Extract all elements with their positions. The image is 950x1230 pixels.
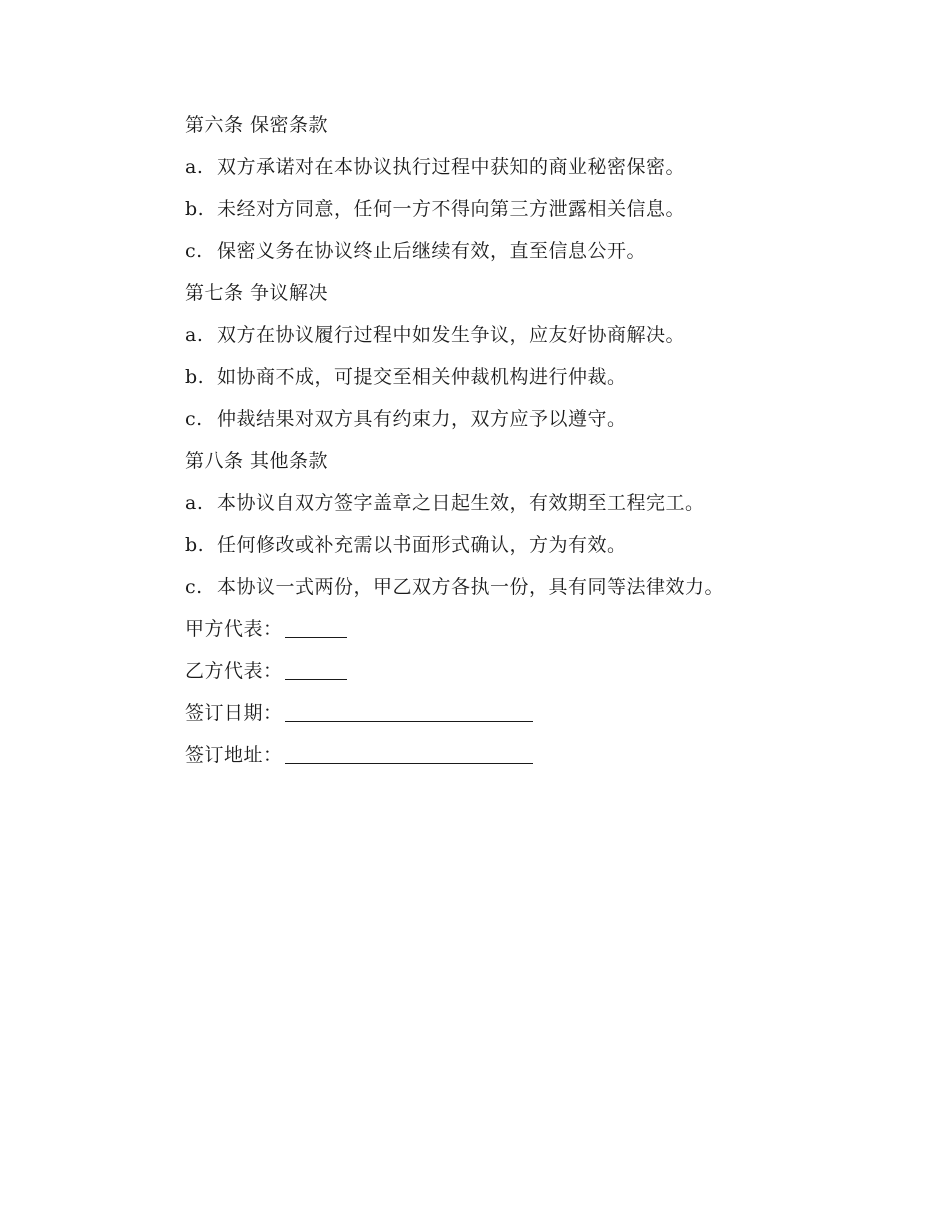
clause-marker: a. [185, 492, 204, 514]
party-b-label: 乙方代表： [185, 660, 283, 682]
section-heading: 第七条 争议解决 [185, 282, 329, 304]
section-heading: 第六条 保密条款 [185, 114, 329, 136]
document-page [185, 104, 885, 776]
clause-marker: c. [185, 240, 203, 262]
section-heading: 第八条 其他条款 [185, 450, 329, 472]
clause-marker: b. [185, 366, 205, 388]
clause-item [185, 524, 885, 566]
clause-marker: b. [185, 198, 205, 220]
clause-item [185, 356, 885, 398]
clause-text: 本协议一式两份，甲乙双方各执一份，具有同等法律效力。 [217, 576, 725, 598]
clause-marker: c. [185, 576, 203, 598]
clause-text: 双方承诺对在本协议执行过程中获知的商业秘密保密。 [217, 156, 686, 178]
clause-text: 如协商不成，可提交至相关仲裁机构进行仲裁。 [217, 366, 627, 388]
signing-date-row [185, 692, 885, 734]
party-b-signature-blank[interactable] [285, 659, 347, 680]
clause-item [185, 146, 885, 188]
clause-item [185, 566, 885, 608]
clause-text: 任何修改或补充需以书面形式确认，方为有效。 [217, 534, 627, 556]
signing-address-blank[interactable] [285, 743, 533, 764]
clause-item [185, 230, 885, 272]
party-a-signature-blank[interactable] [285, 617, 347, 638]
party-a-signature-row [185, 608, 885, 650]
clause-marker: b. [185, 534, 205, 556]
party-b-signature-row [185, 650, 885, 692]
signing-address-label: 签订地址： [185, 744, 283, 766]
clause-text: 保密义务在协议终止后继续有效，直至信息公开。 [217, 240, 647, 262]
clause-text: 双方在协议履行过程中如发生争议，应友好协商解决。 [217, 324, 686, 346]
signing-address-row [185, 734, 885, 776]
signing-date-blank[interactable] [285, 701, 533, 722]
clause-item [185, 482, 885, 524]
clause-item [185, 188, 885, 230]
signing-date-label: 签订日期： [185, 702, 283, 724]
clause-text: 仲裁结果对双方具有约束力，双方应予以遵守。 [217, 408, 627, 430]
clause-text: 未经对方同意，任何一方不得向第三方泄露相关信息。 [217, 198, 686, 220]
clause-text: 本协议自双方签字盖章之日起生效，有效期至工程完工。 [217, 492, 705, 514]
party-a-label: 甲方代表： [185, 618, 283, 640]
clause-marker: c. [185, 408, 203, 430]
clause-marker: a. [185, 156, 204, 178]
clause-item [185, 398, 885, 440]
clause-marker: a. [185, 324, 204, 346]
clause-item [185, 314, 885, 356]
